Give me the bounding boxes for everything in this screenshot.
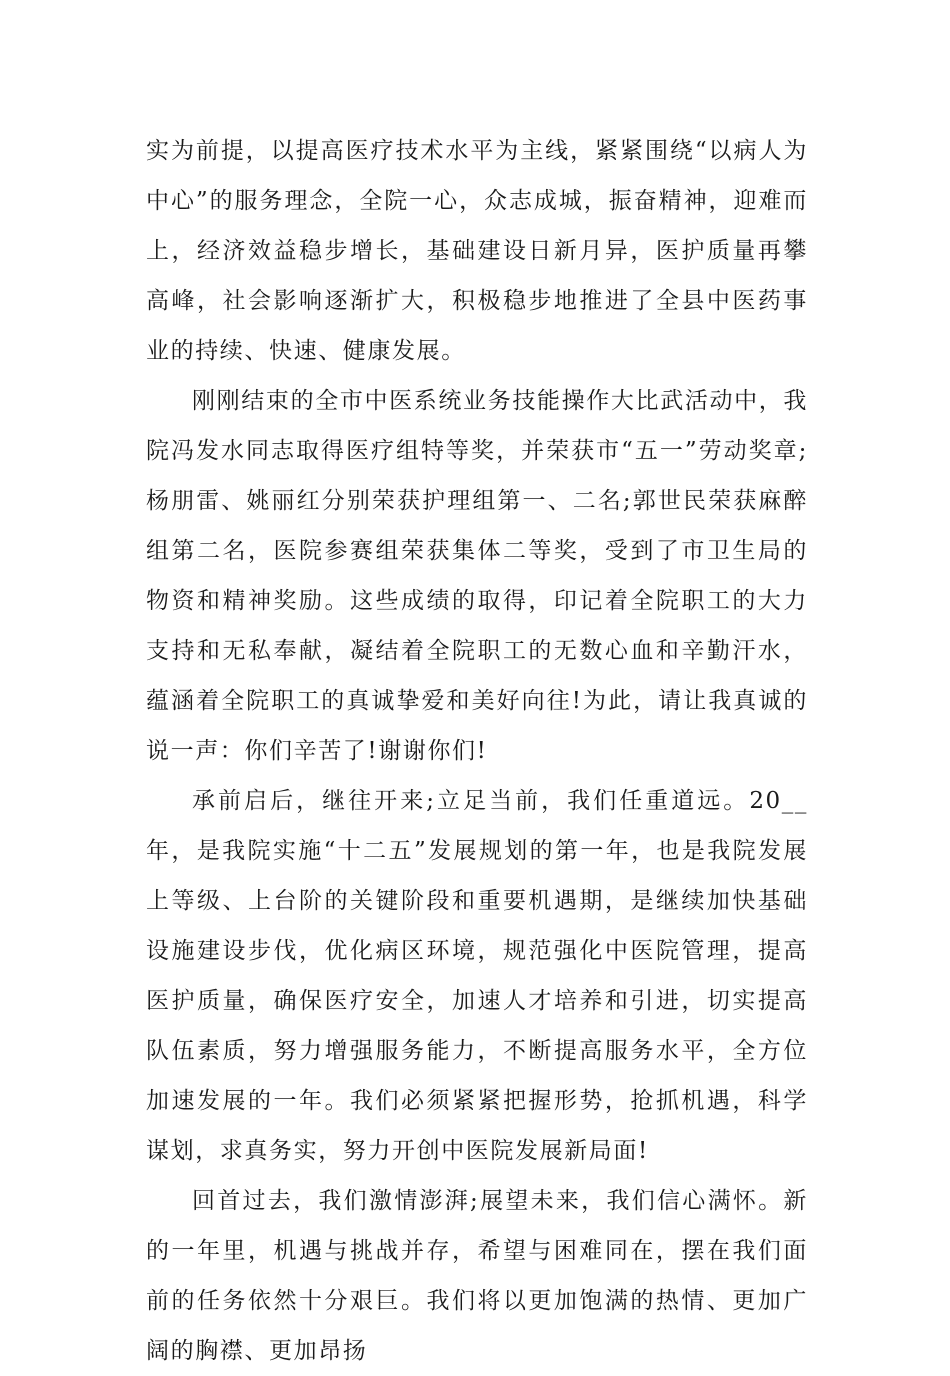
paragraph-outlook: 回首过去，我们激情澎湃;展望未来，我们信心满怀。新的一年里，机遇与挑战并存，希望与困难同在，摆在我们面前的任务依然十分艰巨。我们将以更加饱满的热情、更加广阔的胸襟、更加昂扬: [146, 1188, 808, 1364]
document-body: [146, 126, 808, 1376]
paragraph-development-plan: 承前启后，继往开来;立足当前，我们任重道远。20__年，是我院实施“十二五”发展规划的第一年，也是我院发展上等级、上台阶的关键阶段和重要机遇期，是继续加快基础设施建设步伐，优化病区环境，规范强化中医院管理，提高医护质量，确保医疗安全，加速人才培养和引进，切实提高队伍素质，努力增强服务能力，不断提高服务水平，全方位加速发展的一年。我们必须紧紧把握形势，抢抓机遇，科学谋划，求真务实，努力开创中医院发展新局面!: [146, 788, 808, 1164]
paragraph-competition-awards: 刚刚结束的全市中医系统业务技能操作大比武活动中，我院冯发水同志取得医疗组特等奖，并荣获市“五一”劳动奖章;杨朋雷、姚丽红分别荣获护理组第一、二名;郭世民荣获麻醉组第二名，医院参赛组荣获集体二等奖，受到了市卫生局的物资和精神奖励。这些成绩的取得，印记着全院职工的大力支持和无私奉献，凝结着全院职工的无数心血和辛勤汗水，蕴涵着全院职工的真诚挚爱和美好向往!为此，请让我真诚的说一声：你们辛苦了!谢谢你们!: [146, 388, 808, 764]
paragraph-continuation: 实为前提，以提高医疗技术水平为主线，紧紧围绕“以病人为中心”的服务理念，全院一心，众志成城，振奋精神，迎难而上，经济效益稳步增长，基础建设日新月异，医护质量再攀高峰，社会影响逐渐扩大，积极稳步地推进了全县中医药事业的持续、快速、健康发展。: [146, 138, 808, 364]
